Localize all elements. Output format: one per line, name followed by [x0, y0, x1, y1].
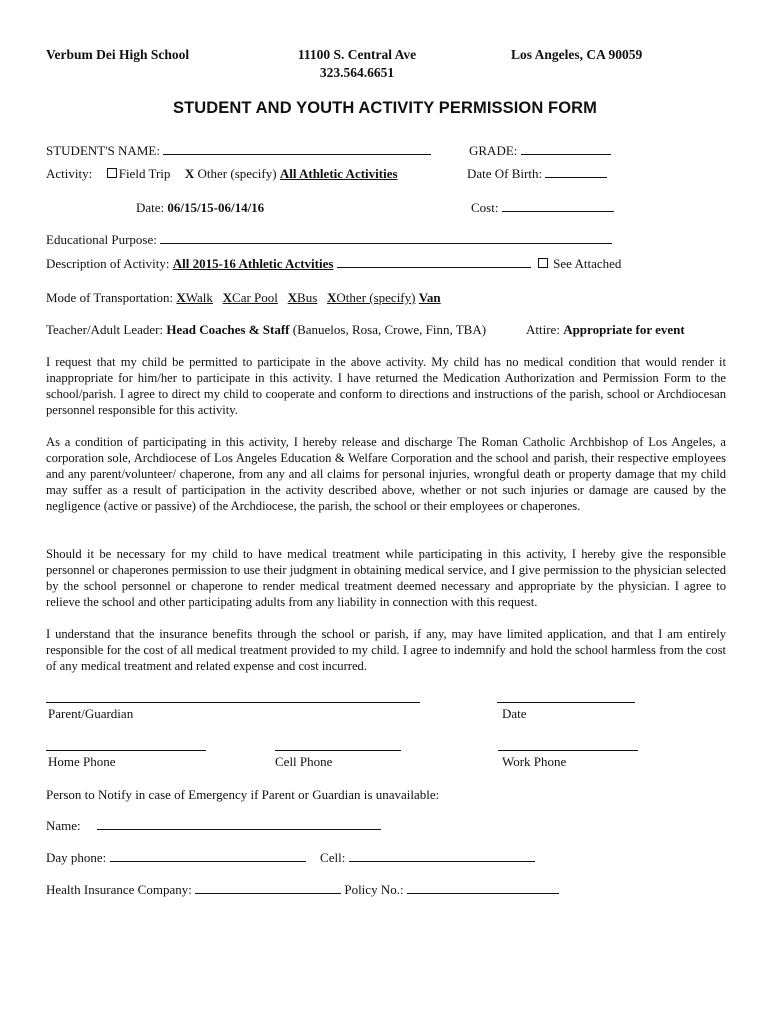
work-phone-line[interactable]	[498, 750, 638, 751]
emergency-name-label: Name:	[46, 818, 81, 833]
activity-label: Activity:	[46, 166, 93, 181]
insurance-row	[46, 882, 559, 898]
grade-field[interactable]	[521, 143, 611, 155]
edu-purpose-field[interactable]	[160, 232, 612, 244]
leader-row	[46, 322, 486, 338]
date-row	[136, 200, 264, 216]
transport-carpool-mark[interactable]: X	[222, 290, 233, 305]
other-activity-label: Other (specify)	[197, 166, 277, 181]
cost-label: Cost:	[471, 200, 499, 215]
day-phone-row	[46, 850, 535, 866]
see-attached-checkbox[interactable]	[538, 258, 548, 268]
leader-value[interactable]: Head Coaches & Staff	[166, 322, 290, 337]
student-name-field[interactable]	[163, 143, 431, 155]
cell-phone-line[interactable]	[275, 750, 401, 751]
release-paragraph: As a condition of participating in this activity, I hereby release and discharge The Roman Catholic Archbishop of Los Angeles, a corporation sole, Archdiocese of Los Angeles Education & Welfare Corporation and the school and parish, their respective employees and any parent/volunteer/ chaperone, from any and all claims for personal injuries, wrongful death or property damage that my child may suffer as a result of participation in the activity described above, whether or not such injuries or damage are caused by the negligence (active or passive) of the Archdiocese, the parish, the school or their employees or chaperones.	[46, 435, 726, 513]
day-phone-field[interactable]	[110, 850, 306, 862]
work-phone-label: Work Phone	[502, 754, 567, 769]
home-phone-label: Home Phone	[48, 754, 116, 769]
parent-label: Parent/Guardian	[48, 706, 134, 721]
attire-value[interactable]: Appropriate for event	[563, 322, 685, 337]
cell-label: Cell:	[320, 850, 346, 865]
description-label: Description of Activity:	[46, 256, 170, 271]
day-phone-label: Day phone:	[46, 850, 107, 865]
transport-carpool-label: Car Pool	[232, 290, 278, 305]
cost-field[interactable]	[502, 200, 614, 212]
dob-field[interactable]	[545, 166, 607, 178]
transport-label: Mode of Transportation:	[46, 290, 174, 305]
description-value[interactable]: All 2015-16 Athletic Actvities	[172, 256, 334, 271]
field-trip-checkbox[interactable]	[107, 168, 117, 178]
emergency-name-field[interactable]	[97, 818, 381, 830]
leader-label: Teacher/Adult Leader:	[46, 322, 164, 337]
school-address: 11100 S. Central Ave	[297, 47, 417, 62]
transport-row	[46, 290, 441, 306]
field-trip-label: Field Trip	[118, 166, 171, 181]
attire-row	[526, 322, 685, 338]
dob-label: Date Of Birth:	[467, 166, 543, 181]
leader-names[interactable]: (Banuelos, Rosa, Crowe, Finn, TBA)	[292, 322, 487, 337]
attire-label: Attire:	[526, 322, 560, 337]
student-name-row	[46, 143, 431, 159]
transport-walk-mark[interactable]: X	[176, 290, 186, 305]
policy-label: Policy No.:	[344, 882, 404, 897]
transport-other-label: Other (specify)	[336, 290, 416, 305]
grade-row	[469, 143, 611, 159]
transport-bus-mark[interactable]: X	[287, 290, 298, 305]
other-activity-value[interactable]: All Athletic Activities	[279, 166, 398, 181]
cost-row	[471, 200, 614, 216]
parent-signature-line[interactable]	[46, 702, 420, 703]
date-value[interactable]: 06/15/15-06/14/16	[167, 200, 265, 215]
transport-walk-label: Walk	[185, 290, 213, 305]
form-title: STUDENT AND YOUTH ACTIVITY PERMISSION FORM	[172, 99, 598, 117]
description-field[interactable]	[337, 256, 531, 268]
home-phone-line[interactable]	[46, 750, 206, 751]
school-phone: 323.564.6651	[319, 65, 395, 80]
insurance-paragraph: I understand that the insurance benefits through the school or parish, if any, may have limited application, and that I am entirely responsible for the cost of all medical treatment provided to my child. I agree to indemnify and hold the school harmless from the cost of any medical treatment and related expense and cost incurred.	[46, 627, 726, 673]
date-label: Date:	[136, 200, 165, 215]
signature-date-line[interactable]	[497, 702, 635, 703]
transport-other-mark[interactable]: X	[327, 290, 337, 305]
medical-paragraph: Should it be necessary for my child to have medical treatment while participating in this activity, I hereby give the responsible personnel or chaperones permission to use their judgment in obtaining medical service, and I give permission to the physician selected by the school personnel or chaperone to render medical treatment deemed necessary and appropriate by the physician. I agree to relieve the school and other participating adults from any liability in connection with this request.	[46, 547, 726, 609]
cell-field[interactable]	[349, 850, 535, 862]
see-attached-label: See Attached	[553, 256, 622, 271]
transport-other-value[interactable]: Van	[418, 290, 441, 305]
transport-bus-label: Bus	[297, 290, 318, 305]
edu-purpose-label: Educational Purpose:	[46, 232, 157, 247]
school-name: Verbum Dei High School	[46, 47, 190, 62]
signature-date-label: Date	[502, 706, 527, 721]
emergency-intro: Person to Notify in case of Emergency if Parent or Guardian is unavailable:	[46, 787, 440, 802]
cell-phone-label: Cell Phone	[275, 754, 333, 769]
student-name-label: STUDENT'S NAME:	[46, 143, 160, 158]
emergency-name-row	[46, 818, 381, 834]
dob-row	[467, 166, 607, 182]
other-activity-mark[interactable]: X	[184, 166, 195, 181]
edu-purpose-row	[46, 232, 612, 248]
description-row	[46, 256, 621, 272]
insurance-field[interactable]	[195, 882, 341, 894]
insurance-label: Health Insurance Company:	[46, 882, 192, 897]
grade-label: GRADE:	[469, 143, 518, 158]
policy-field[interactable]	[407, 882, 559, 894]
school-city: Los Angeles, CA 90059	[511, 47, 643, 62]
activity-row	[46, 166, 398, 182]
consent-paragraph: I request that my child be permitted to participate in the above activity. My child has no medical condition that would render it inappropriate for him/her to participate in this activity. I have returned the Medication Authorization and Permission Form to the school/parish. I agree to direct my child to cooperate and conform to directions and instructions of the parish, school or Archdiocesan personnel responsible for this activity.	[46, 355, 726, 417]
